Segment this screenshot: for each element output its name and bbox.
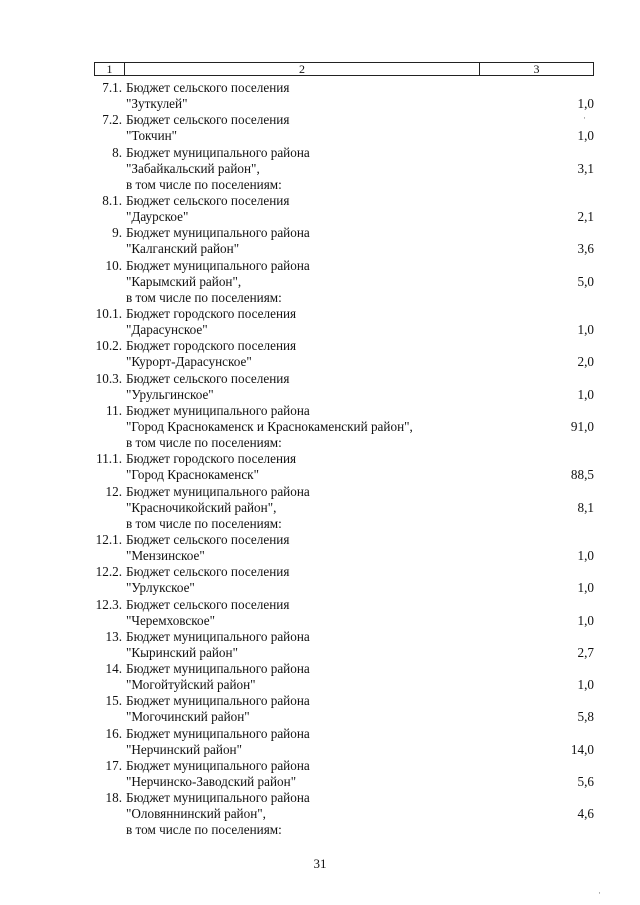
table-row bbox=[80, 258, 594, 290]
amount-value: 5,0 bbox=[577, 273, 594, 289]
subtotal-label: в том числе по поселениям: bbox=[126, 515, 282, 531]
row-number: 7.2. bbox=[102, 112, 122, 128]
budget-type-label: Бюджет сельского поселения bbox=[126, 564, 290, 580]
entity-name: "Могочинский район" bbox=[126, 709, 250, 725]
table-row bbox=[80, 629, 594, 661]
scan-speck: · bbox=[583, 113, 586, 123]
table-row bbox=[80, 193, 594, 225]
entity-name: "Могойтуйский район" bbox=[126, 677, 256, 693]
budget-type-label: Бюджет муниципального района bbox=[126, 725, 310, 741]
header-col-2: 2 bbox=[125, 63, 480, 75]
table-row bbox=[80, 597, 594, 629]
row-number: 12.1. bbox=[95, 531, 122, 547]
row-number: 10.2. bbox=[95, 338, 122, 354]
row-number: 10.3. bbox=[95, 370, 122, 386]
header-col-3: 3 bbox=[533, 62, 540, 76]
table-row bbox=[80, 484, 594, 516]
budget-type-label: Бюджет муниципального района bbox=[126, 628, 310, 644]
row-description bbox=[126, 80, 594, 112]
entity-name: "Кыринский район" bbox=[126, 644, 238, 660]
row-number: 9. bbox=[112, 225, 122, 241]
row-number: 10.1. bbox=[95, 305, 122, 321]
amount-value: 5,6 bbox=[577, 774, 594, 790]
row-description bbox=[126, 306, 594, 338]
amount-value: 8,1 bbox=[577, 499, 594, 515]
table-row bbox=[80, 403, 594, 435]
amount-value: 2,1 bbox=[577, 209, 594, 225]
amount-value: 3,1 bbox=[577, 160, 594, 176]
amount-value: 1,0 bbox=[577, 386, 594, 402]
header-col-1: 1 bbox=[95, 63, 125, 75]
table-row bbox=[80, 338, 594, 370]
budget-type-label: Бюджет муниципального района bbox=[126, 144, 310, 160]
row-description bbox=[126, 790, 594, 822]
budget-type-label: Бюджет городского поселения bbox=[126, 338, 297, 354]
amount-value: 1,0 bbox=[577, 128, 594, 144]
row-number: 10. bbox=[105, 257, 122, 273]
budget-type-label: Бюджет сельского поселения bbox=[126, 370, 290, 386]
entity-name: "Курорт-Дарасунское" bbox=[126, 354, 252, 370]
row-description bbox=[126, 564, 594, 596]
row-number: 14. bbox=[105, 661, 122, 677]
budget-type-label: Бюджет сельского поселения bbox=[126, 192, 290, 208]
table-row bbox=[80, 564, 594, 596]
entity-name: "Даурское" bbox=[126, 209, 189, 225]
entity-name: "Мензинское" bbox=[126, 548, 205, 564]
row-number: 13. bbox=[105, 628, 122, 644]
row-number: 8. bbox=[112, 144, 122, 160]
row-number: 15. bbox=[105, 693, 122, 709]
entity-name: "Город Краснокаменск" bbox=[126, 467, 259, 483]
row-description bbox=[126, 693, 594, 725]
row-description bbox=[126, 403, 594, 435]
row-description bbox=[126, 726, 594, 758]
entity-name: "Урлукское" bbox=[126, 580, 195, 596]
budget-type-label: Бюджет муниципального района bbox=[126, 402, 310, 418]
amount-value: 1,0 bbox=[577, 612, 594, 628]
row-number: 11.1. bbox=[96, 451, 122, 467]
row-description bbox=[126, 112, 594, 144]
budget-type-label: Бюджет городского поселения bbox=[126, 305, 297, 321]
table-row bbox=[80, 451, 594, 483]
entity-name: "Карымский район", bbox=[126, 273, 242, 289]
entity-name: "Забайкальский район", bbox=[126, 160, 260, 176]
row-description bbox=[126, 661, 594, 693]
entity-name: "Город Краснокаменск и Краснокаменский район", bbox=[126, 418, 413, 434]
row-description bbox=[126, 371, 594, 403]
subtotal-label: в том числе по поселениям: bbox=[126, 435, 282, 451]
table-row bbox=[80, 371, 594, 403]
row-number: 12.3. bbox=[95, 596, 122, 612]
budget-type-label: Бюджет муниципального района bbox=[126, 757, 310, 773]
row-description bbox=[126, 597, 594, 629]
row-description bbox=[126, 258, 594, 290]
amount-value: 14,0 bbox=[570, 741, 594, 757]
budget-type-label: Бюджет сельского поселения bbox=[126, 112, 290, 128]
amount-value: 4,6 bbox=[577, 806, 594, 822]
row-description bbox=[126, 758, 594, 790]
row-number: 7.1. bbox=[102, 80, 122, 95]
entity-name: "Дарасунское" bbox=[126, 322, 208, 338]
row-description bbox=[126, 484, 594, 516]
entity-name: "Токчин" bbox=[126, 128, 178, 144]
row-number: 8.1. bbox=[102, 192, 122, 208]
amount-value: 1,0 bbox=[577, 580, 594, 596]
row-description bbox=[126, 451, 594, 483]
row-description bbox=[126, 225, 594, 257]
table-row bbox=[80, 306, 594, 338]
subtotal-label: в том числе по поселениям: bbox=[126, 176, 282, 192]
budget-type-label: Бюджет городского поселения bbox=[126, 451, 297, 467]
page-number: 31 bbox=[313, 856, 327, 871]
amount-value: 3,6 bbox=[577, 241, 594, 257]
table-row bbox=[80, 758, 594, 790]
amount-value: 88,5 bbox=[570, 467, 594, 483]
budget-type-label: Бюджет муниципального района bbox=[126, 693, 310, 709]
entity-name: "Калганский район" bbox=[126, 241, 240, 257]
entity-name: "Черемховское" bbox=[126, 612, 216, 628]
entity-name: "Оловяннинский район", bbox=[126, 806, 266, 822]
subtotal-label: в том числе по поселениям: bbox=[126, 822, 282, 838]
table-row bbox=[80, 726, 594, 758]
table-row bbox=[80, 80, 594, 112]
budget-type-label: Бюджет муниципального района bbox=[126, 225, 310, 241]
table-row bbox=[80, 661, 594, 693]
amount-value: 2,7 bbox=[577, 644, 594, 660]
subtotal-label: в том числе по поселениям: bbox=[126, 289, 282, 305]
budget-type-label: Бюджет муниципального района bbox=[126, 483, 310, 499]
amount-value: 2,0 bbox=[577, 354, 594, 370]
amount-value: 1,0 bbox=[577, 322, 594, 338]
row-number: 12.2. bbox=[95, 564, 122, 580]
table-row bbox=[80, 112, 594, 144]
budget-type-label: Бюджет сельского поселения bbox=[126, 596, 290, 612]
row-description bbox=[126, 338, 594, 370]
entity-name: "Нерчинско-Заводский район" bbox=[126, 774, 297, 790]
table-row bbox=[80, 145, 594, 177]
table-header bbox=[94, 62, 594, 76]
table-body bbox=[80, 80, 594, 839]
row-number: 11. bbox=[106, 402, 122, 418]
budget-type-label: Бюджет муниципального района bbox=[126, 257, 310, 273]
budget-type-label: Бюджет сельского поселения bbox=[126, 531, 290, 547]
table-row bbox=[80, 790, 594, 822]
table-row bbox=[80, 693, 594, 725]
budget-type-label: Бюджет сельского поселения bbox=[126, 80, 290, 95]
row-description bbox=[126, 532, 594, 564]
row-number: 12. bbox=[105, 483, 122, 499]
amount-value: 5,8 bbox=[577, 709, 594, 725]
row-description bbox=[126, 145, 594, 177]
table-row bbox=[80, 225, 594, 257]
amount-value: 1,0 bbox=[577, 96, 594, 112]
entity-name: "Урульгинское" bbox=[126, 386, 214, 402]
budget-type-label: Бюджет муниципального района bbox=[126, 661, 310, 677]
row-number: 16. bbox=[105, 725, 122, 741]
table-row bbox=[80, 532, 594, 564]
scan-speck: · bbox=[598, 888, 601, 898]
budget-type-label: Бюджет муниципального района bbox=[126, 790, 310, 806]
amount-value: 91,0 bbox=[570, 418, 594, 434]
row-number: 18. bbox=[105, 790, 122, 806]
row-number: 17. bbox=[105, 757, 122, 773]
row-description bbox=[126, 193, 594, 225]
amount-value: 1,0 bbox=[577, 677, 594, 693]
entity-name: "Красночикойский район", bbox=[126, 499, 277, 515]
amount-value: 1,0 bbox=[577, 548, 594, 564]
row-description bbox=[126, 629, 594, 661]
entity-name: "Нерчинский район" bbox=[126, 741, 242, 757]
entity-name: "Зуткулей" bbox=[126, 96, 188, 112]
